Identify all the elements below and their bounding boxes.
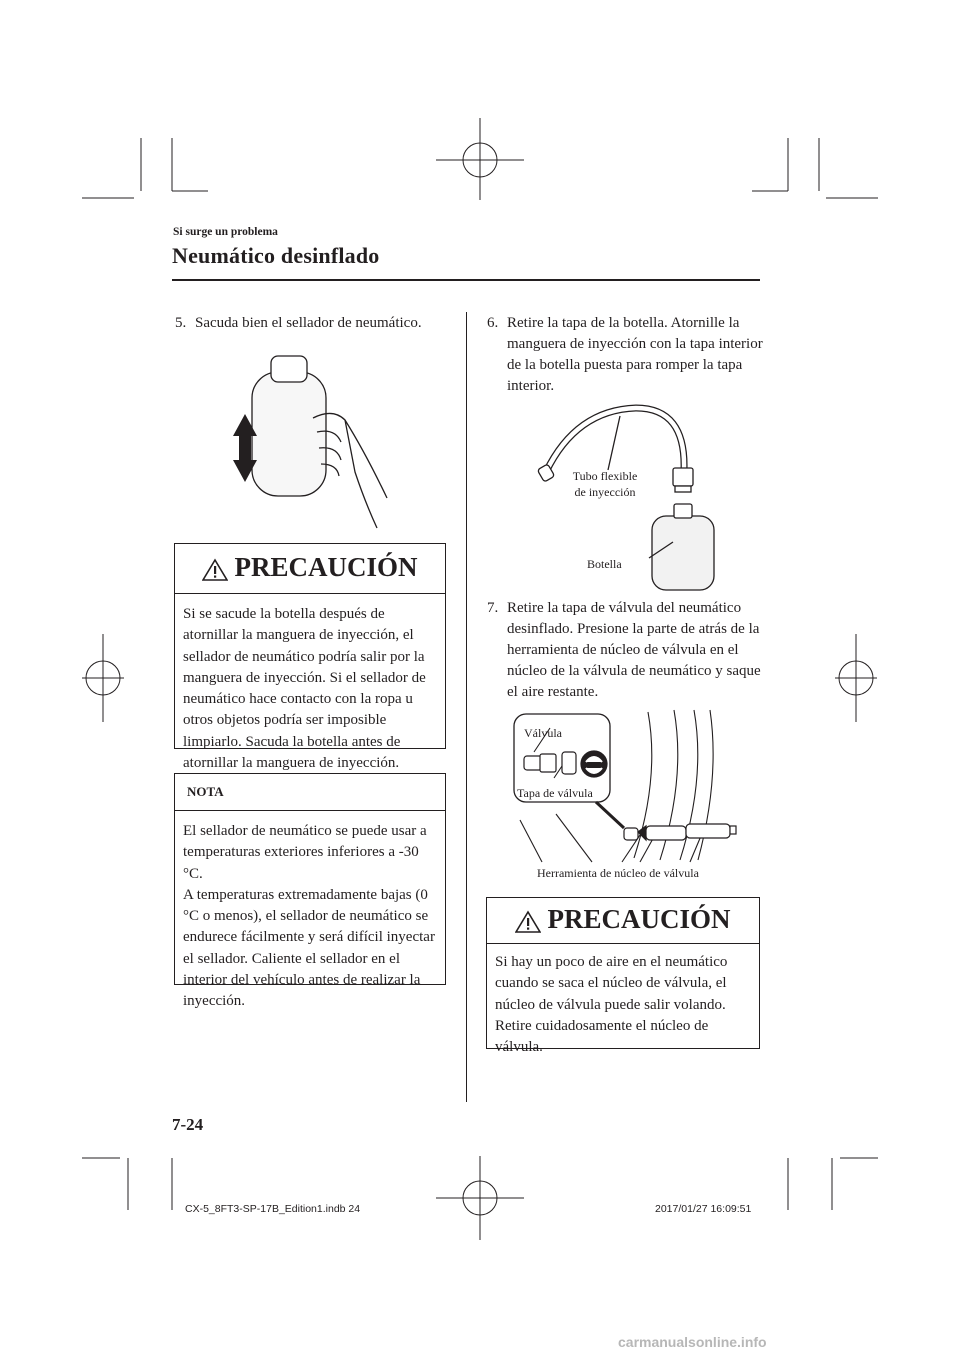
step-5	[175, 313, 445, 334]
footer-timestamp: 2017/01/27 16:09:51	[655, 1203, 752, 1215]
caution-heading	[175, 552, 445, 583]
label-hose-line-2: de inyección	[574, 485, 636, 499]
header-rule	[172, 279, 760, 281]
label-bottle: Botella	[587, 557, 622, 571]
note-box	[174, 773, 446, 1010]
warning-triangle-icon	[202, 558, 228, 582]
caution-text: Si hay un poco de aire en el neumático cuando se saca el núcleo de válvula, el núcleo de válvula puede salir volando. Retire cuidadosamente el núcleo de válvula.	[495, 954, 728, 1056]
caution-text: Si se sacude la botella después de atornillar la manguera de inyección, el sellador de neumático podría salir por la manguera de inyección. Si el sellador de neumático hace contacto con la ropa u otros objetos podría ser imposible limpiarlo. Sacuda la botella antes de atornillar la manguera de inyección.	[183, 606, 426, 772]
note-line-2: A temperaturas extremadamente bajas (0 °C o menos), el sellador de neumático se endurece fácilmente y será difícil inyectar el sellador. Caliente el sellador en el interior del vehículo antes de realizar la inyección.	[183, 886, 435, 1010]
page-number: 7-24	[172, 1115, 204, 1134]
caution-heading	[487, 904, 759, 935]
step-number: 7.	[487, 600, 499, 616]
caution-heading-text: PRECAUCIÓN	[234, 552, 418, 582]
caution-box-2	[486, 897, 760, 1056]
step-text: Retire la tapa de válvula del neumático desinflado. Presione la parte de atrás de la herramienta de núcleo de válvula en el núcleo de la válvula de neumático y saque el aire restante.	[507, 600, 761, 700]
step-text: Sacuda bien el sellador de neumático.	[195, 315, 422, 331]
column-divider	[466, 312, 467, 1102]
footer-file-name: CX-5_8FT3-SP-17B_Edition1.indb 24	[185, 1203, 361, 1215]
warning-triangle-icon	[515, 910, 541, 934]
watermark: carmanualsonline.info	[618, 1334, 767, 1350]
section-label: Si surge un problema	[173, 226, 278, 238]
step-number: 6.	[487, 315, 499, 331]
label-hose-line-1: Tubo flexible	[572, 469, 638, 483]
step-text: Retire la tapa de la botella. Atornille la manguera de inyección con la tapa interior de la botella puesta para romper la tapa interior.	[507, 315, 763, 394]
caution-heading-text: PRECAUCIÓN	[547, 904, 731, 934]
step-6	[487, 313, 765, 397]
step-number: 5.	[175, 315, 187, 331]
shake-bottle-illustration	[215, 352, 395, 530]
label-valve: Válvula	[524, 726, 562, 740]
note-heading: NOTA	[187, 784, 224, 799]
label-valve-cap: Tapa de válvula	[517, 786, 593, 800]
caution-box-1	[174, 543, 446, 772]
label-valve-core-tool: Herramienta de núcleo de válvula	[537, 866, 699, 880]
note-line-1: El sellador de neumático se puede usar a temperaturas exteriores inferiores a -30 °C.	[183, 823, 427, 882]
page-title: Neumático desinflado	[172, 243, 380, 268]
step-7	[487, 598, 765, 703]
